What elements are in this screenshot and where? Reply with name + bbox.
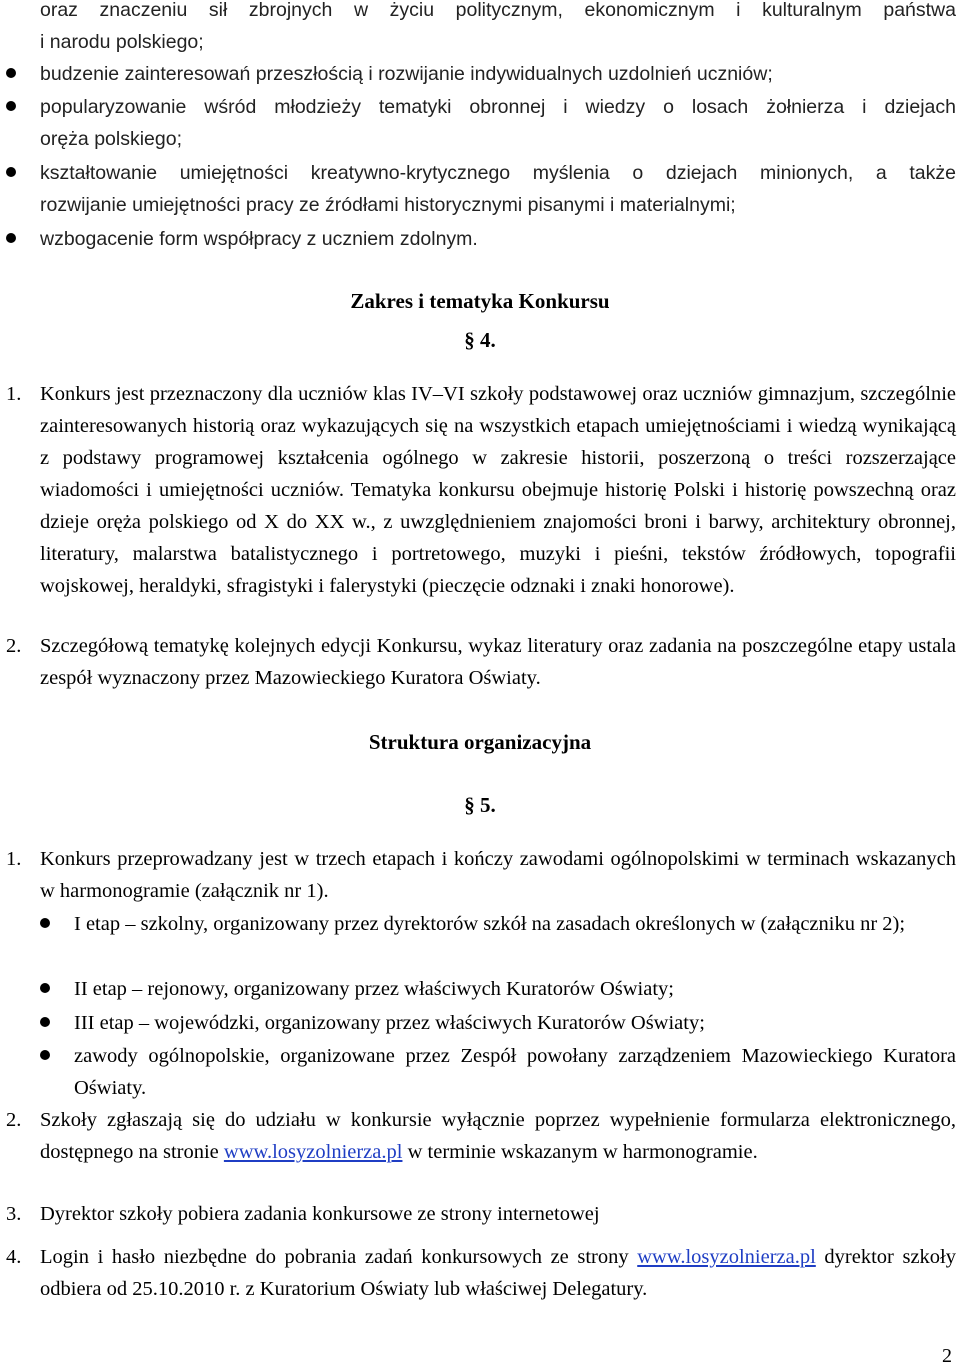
section-4-p2-number: 2. — [6, 635, 22, 657]
section-5-p4-text-before: Login i hasło niezbędne do pobrania zadań konkursowych ze strony — [40, 1246, 629, 1268]
bullet-icon — [40, 1050, 50, 1060]
goal-item-2-line-1: popularyzowanie wśród młodzieży tematyki obronnej i wiedzy o losach żołnierza i dziejach — [40, 96, 956, 118]
losyzolnierza-link[interactable]: www.losyzolnierza.pl — [223, 1141, 403, 1163]
losyzolnierza-link[interactable]: www.losyzolnierza.pl — [637, 1246, 816, 1268]
bullet-icon — [6, 101, 16, 111]
bullet-icon — [40, 918, 50, 928]
section-5-p3-text: Dyrektor szkoły pobiera zadania konkursowe ze strony internetowej — [40, 1203, 600, 1225]
bullet-icon — [6, 68, 16, 78]
section-4-title: Zakres i tematyka Konkursu — [350, 289, 610, 313]
bullet-icon — [40, 983, 50, 993]
section-5-p2-text — [40, 1104, 956, 1168]
page-number: 2 — [942, 1345, 952, 1367]
section-5-p4-number: 4. — [6, 1246, 22, 1268]
section-5-p1-number: 1. — [6, 848, 22, 870]
section-5-p4-text-after: dyrektor szkoły odbiera od 25.10.2010 r. z Kuratorium Oświaty lub właściwej Delegatury. — [40, 1246, 956, 1300]
section-4-p1-text: Konkurs jest przeznaczony dla uczniów klas IV–VI szkoły podstawowej oraz uczniów gimnazjum, szczególnie zainteresowanych historią oraz wykazujących się na wszystkich etapach umiejętnościami i wiedzą wynikającą z podstawy programowej kształcenia ogólnego w zakresie historii, poszerzoną o treści rozszerzające wiadomości i umiejętności uczniów. Tematyka konkursu obejmuje historię Polski i historię powszechną oraz dzieje oręża polskiego od X do XX w., z uwzględnieniem znajomości broni i barwy, architektury obronnej, literatury, malarstwa batalistycznego i portretowego, muzyki i pieśni, tekstów źródłowych, topografii wojskowej, heraldyki, sfragistyki i falerystyki (pieczęcie odznaki i znaki honorowe). — [40, 383, 956, 597]
goal-item-4: wzbogacenie form współpracy z uczniem zdolnym. — [40, 228, 478, 250]
stage-item: I etap – szkolny, organizowany przez dyrektorów szkół na zasadach określonych w (załączniku nr 2); — [74, 913, 906, 935]
section-5-mark: § 5. — [464, 793, 496, 817]
bullet-icon — [40, 1017, 50, 1027]
section-4-p2-text: Szczegółową tematykę kolejnych edycji Konkursu, wykaz literatury oraz zadania na poszczególne etapy ustala zespół wyznaczony przez Mazowieckiego Kuratora Oświaty. — [40, 635, 956, 689]
goal-item-2-line-2: oręża polskiego; — [40, 128, 183, 150]
bullet-icon — [6, 233, 16, 243]
goal-item-3-line-2: rozwijanie umiejętności pracy ze źródłami historycznymi pisanymi i materialnymi; — [40, 194, 736, 216]
section-5-p1-text: Konkurs przeprowadzany jest w trzech etapach i kończy zawodami ogólnopolskimi w terminach wskazanych w harmonogramie (załącznik nr 1). — [40, 848, 956, 902]
bullet-icon — [6, 167, 16, 177]
goal-item-0-line-2: i narodu polskiego; — [40, 31, 204, 53]
stage-item: III etap – wojewódzki, organizowany przez właściwych Kuratorów Oświaty; — [74, 1012, 705, 1034]
section-5-p2-text-after: w terminie wskazanym w harmonogramie. — [407, 1141, 758, 1163]
goal-item-1: budzenie zainteresowań przeszłością i rozwijanie indywidualnych uzdolnień uczniów; — [40, 63, 773, 85]
section-5-p3-number: 3. — [6, 1203, 22, 1225]
stage-item: II etap – rejonowy, organizowany przez właściwych Kuratorów Oświaty; — [74, 978, 674, 1000]
section-5-title: Struktura organizacyjna — [368, 730, 592, 754]
section-5-p2-number: 2. — [6, 1109, 22, 1131]
goal-item-3-line-1: kształtowanie umiejętności kreatywno-krytycznego myślenia o dziejach minionych, a także — [40, 162, 956, 184]
section-5-p2-text-before: Szkoły zgłaszają się do udziału w konkursie wyłącznie poprzez wypełnienie formularza elektronicznego, dostępnego na stronie — [40, 1109, 956, 1163]
stage-item: zawody ogólnopolskie, organizowane przez Zespół powołany zarządzeniem Mazowieckiego Kuratora Oświaty. — [74, 1045, 956, 1099]
goal-item-0-line-1: oraz znaczeniu sił zbrojnych w życiu politycznym, ekonomicznym i kulturalnym państwa — [40, 0, 956, 21]
section-4-mark: § 4. — [464, 328, 496, 352]
section-5-p4-text — [40, 1241, 956, 1305]
section-4-p1-number: 1. — [6, 383, 22, 405]
